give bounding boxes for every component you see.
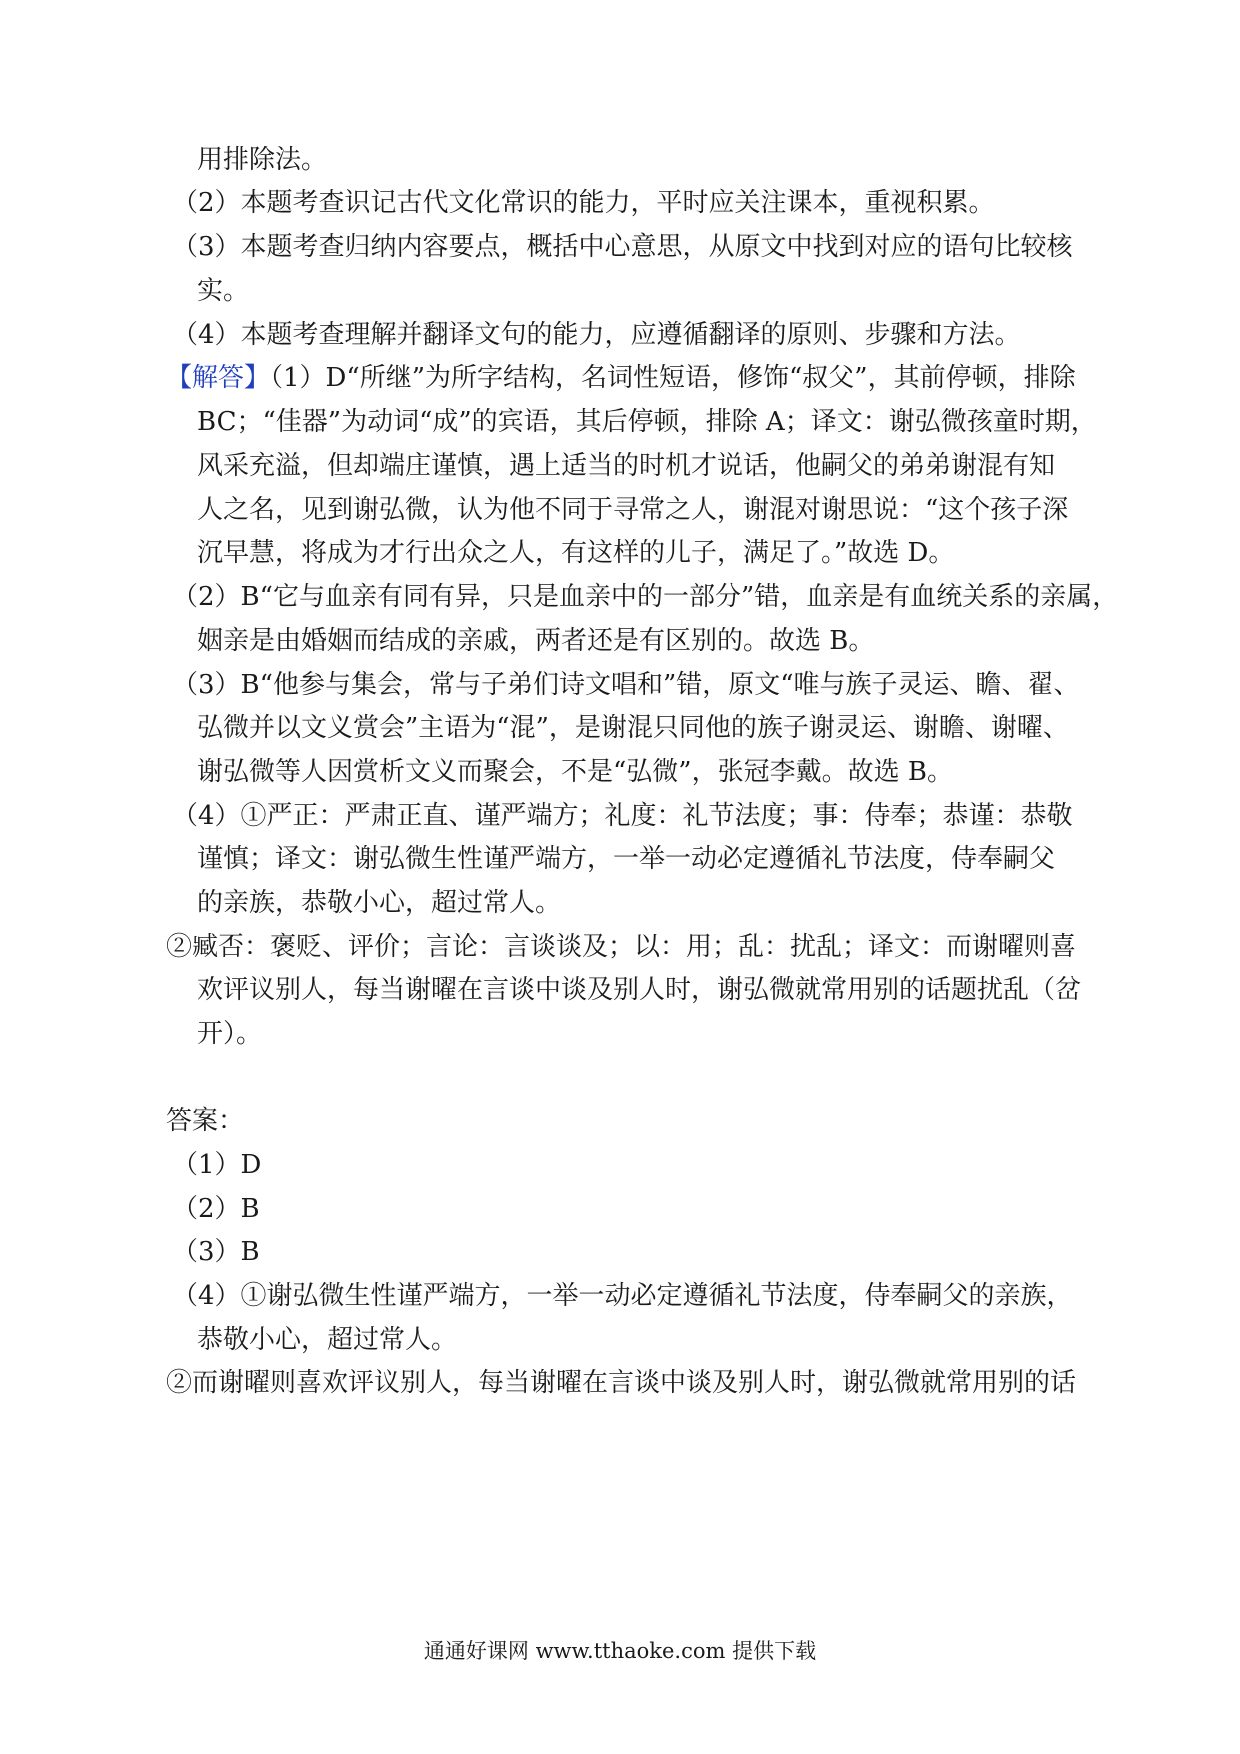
solution-line: 人之名，见到谢弘微，认为他不同于寻常之人，谢混对谢思说：“这个孩子深 <box>197 495 1069 525</box>
answer-line: （4）①谢弘微生性谨严端方，一举一动必定遵循礼节法度，侍奉嗣父的亲族， <box>172 1281 1073 1311</box>
solution-first-line <box>166 365 1076 391</box>
solution-line: （1）D“所继”为所字结构，名词性短语，修饰“叔父”，其前停顿，排除 <box>270 363 1076 393</box>
answer-line: 恭敬小心，超过常人。 <box>197 1325 458 1355</box>
answers-heading: 答案： <box>166 1106 245 1136</box>
solution-line: （3）B“他参与集会，常与子弟们诗文唱和”错，原文“唯与族子灵运、瞻、翟、 <box>172 670 1080 700</box>
answer-line: ②而谢曜则喜欢评议别人，每当谢曜在言谈中谈及别人时，谢弘微就常用别的话 <box>166 1368 1077 1398</box>
analysis-line: （4）本题考查理解并翻译文句的能力，应遵循翻译的原则、步骤和方法。 <box>172 320 1021 350</box>
solution-line: BC；“佳器”为动词“成”的宾语，其后停顿，排除 A；译文：谢弘微孩童时期， <box>197 407 1097 437</box>
answer-line: （2）B <box>172 1194 260 1224</box>
analysis-line: （2）本题考查识记古代文化常识的能力，平时应关注课本，重视积累。 <box>172 188 995 218</box>
solution-line: 谢弘微等人因赏析文义而聚会，不是“弘微”，张冠李戴。故选 B。 <box>197 757 953 787</box>
solution-line: 风采充溢，但却端庄谨慎，遇上适当的时机才说话，他嗣父的弟弟谢混有知 <box>197 451 1056 481</box>
solution-line: 的亲族，恭敬小心，超过常人。 <box>197 888 562 918</box>
answer-line: （1）D <box>172 1150 262 1180</box>
solution-tag: 【解答】 <box>166 363 271 393</box>
solution-line: 谨慎；译文：谢弘微生性谨严端方，一举一动必定遵循礼节法度，侍奉嗣父 <box>197 844 1056 874</box>
analysis-line: 实。 <box>197 276 250 306</box>
solution-line: （2）B“它与血亲有同有异，只是血亲中的一部分”错，血亲是有血统关系的亲属， <box>172 582 1119 612</box>
analysis-line: 用排除法。 <box>197 145 328 175</box>
page-footer: 通通好课网 www.tthaoke.com 提供下载 <box>423 1639 817 1663</box>
answer-line: （3）B <box>172 1237 260 1267</box>
solution-line: ②臧否：褒贬、评价；言论：言谈谈及；以：用；乱：扰乱；译文：而谢曜则喜 <box>166 932 1077 962</box>
solution-line: 姻亲是由婚姻而结成的亲戚，两者还是有区别的。故选 B。 <box>197 626 875 656</box>
solution-line: 开）。 <box>197 1019 263 1049</box>
solution-line: 弘微并以文义赏会”主语为“混”，是谢混只同他的族子谢灵运、谢瞻、谢曜、 <box>197 713 1069 743</box>
solution-line: 沉早慧，将成为才行出众之人，有这样的儿子，满足了。”故选 D。 <box>197 538 955 568</box>
solution-line: （4）①严正：严肃正直、谨严端方；礼度：礼节法度；事：侍奉；恭谨：恭敬 <box>172 801 1073 831</box>
solution-line: 欢评议别人，每当谢曜在言谈中谈及别人时，谢弘微就常用别的话题扰乱（岔 <box>197 975 1082 1005</box>
analysis-line: （3）本题考查归纳内容要点，概括中心意思，从原文中找到对应的语句比较核 <box>172 232 1073 262</box>
